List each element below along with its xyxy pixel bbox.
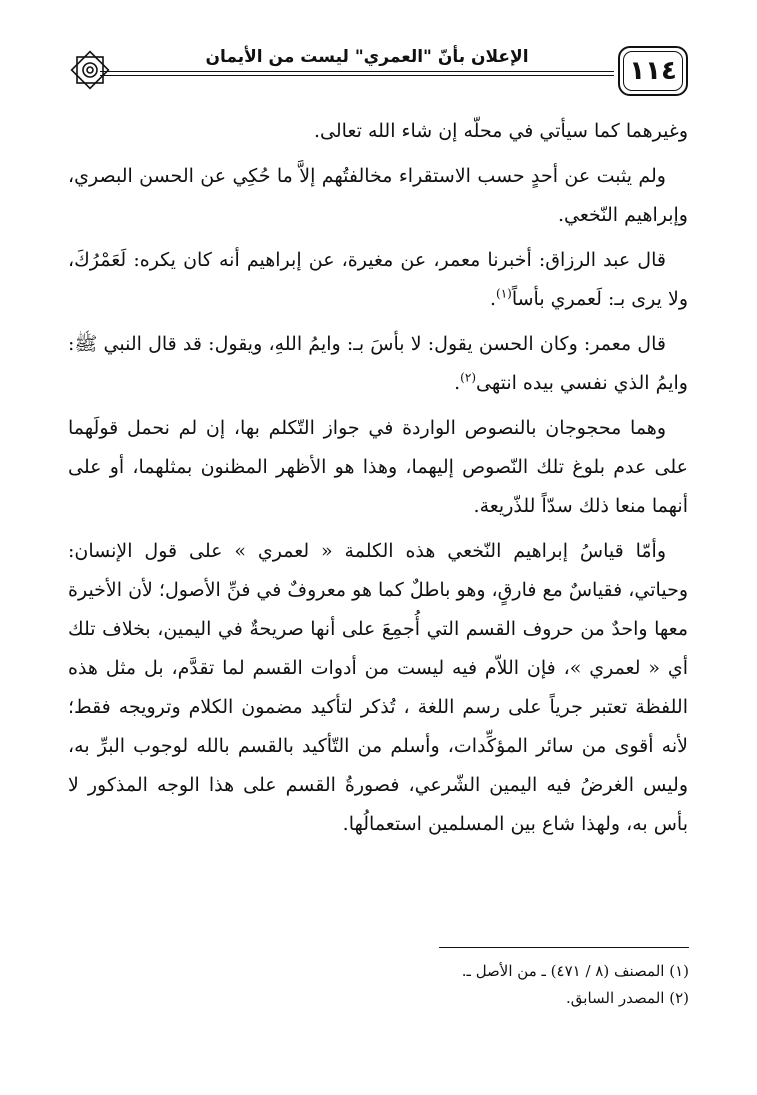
footnote-ref-1[interactable]: (١) — [496, 286, 512, 301]
page-header — [68, 40, 688, 104]
footnotes — [69, 958, 689, 1012]
running-title: الإعلان بأنّ "العمري" ليست من الأيمان — [205, 47, 529, 67]
main-text — [68, 112, 688, 844]
paragraph-3-text: قال عبد الرزاق: أخبرنا معمر، عن مغيرة، عن إبراهيم أنه كان يكره: لَعَمْرُكَ، ولا يرى بـ: لَعمري بأساً — [68, 249, 688, 310]
paragraph-5: وهما محجوجان بالنصوص الواردة في جواز التّكلم بها، إن لم نحمل قولَهما على عدم بلوغ تلك النّصوص إليهما، وهذا هو الأظهر المظنون بمثلهما، أو على أنهما منعا ذلك سدّاً للذّريعة. — [68, 417, 688, 517]
paragraph-1: وغيرهما كما سيأتي في محلّه إن شاء الله تعالى. — [314, 120, 688, 142]
footnote-2: (٢) المصدر السابق. — [566, 989, 689, 1007]
octagram-flower-icon — [68, 48, 112, 92]
paragraph-2: ولم يثبت عن أحدٍ حسب الاستقراء مخالفتُهم إلاَّ ما حُكِي عن الحسن البصري، وإبراهيم النّخعي. — [68, 165, 688, 226]
paragraph-4: قال معمر: وكان الحسن يقول: لا بأسَ بـ: وايمُ اللهِ، ويقول: قد قال النبي ﷺ: وايمُ الذي نفسي بيده انتهى$^{(٢)}$. — [68, 333, 688, 394]
paragraph-6: وأمّا قياسُ إبراهيم النّخعي هذه الكلمة « لعمري » على قول الإنسان: وحياتي، فقياسٌ مع فارقٍ، وهو باطلٌ كما هو معروفٌ في فنِّ الأصول؛ لأن الأخيرة معها واحدٌ من حروف القسم التي أُجمِعَ على أنها صريحةٌ في اليمين، بخلاف تلك أي « لعمري »، فإن اللاّم فيه ليست من أدوات القسم لما تقدَّم، بل مثل هذه اللفظة تعتبر جرياً على رسم اللغة ، تُذكر لتأكيد مضمون الكلام وترويجه فقط؛ لأنه أقوى من سائر المؤكِّدات، وأسلم من التّأكيد بالقسم بالله لوجوب البرِّ به، وليس الغرضُ فيه اليمين الشّرعي، فصورةُ القسم على هذا الوجه المذكور لا بأس به، ولهذا شاع بين المسلمين استعمالُها. — [68, 540, 688, 835]
footnote-1: (١) المصنف (٨ / ٤٧١) ـ من الأصل ـ. — [461, 962, 689, 980]
footnote-ref-2[interactable]: (٢) — [460, 370, 476, 385]
paragraph-4-text: قال معمر: وكان الحسن يقول: لا بأسَ بـ: وايمُ اللهِ، ويقول: قد قال النبي ﷺ: وايمُ الذي نفسي بيده انتهى — [68, 333, 688, 394]
header-rule-top — [100, 71, 614, 72]
header-rule-bottom — [100, 75, 614, 76]
footnote-separator — [439, 947, 689, 948]
page-number: ١١٤ — [618, 46, 688, 96]
paragraph-3: قال عبد الرزاق: أخبرنا معمر، عن مغيرة، عن إبراهيم أنه كان يكره: لَعَمْرُكَ، ولا يرى بـ: لَعمري بأساً$^{(١)}$. — [68, 249, 688, 310]
